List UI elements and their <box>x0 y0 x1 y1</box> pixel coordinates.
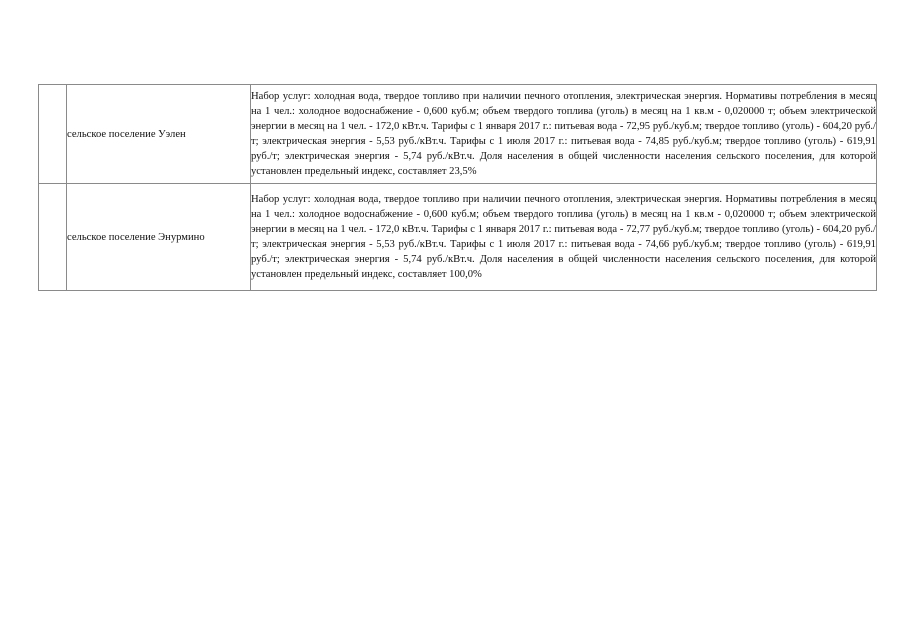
row-number-cell <box>39 85 67 184</box>
tariff-table <box>38 84 877 291</box>
row-number-cell <box>39 184 67 291</box>
services-description-cell: Набор услуг: холодная вода, твердое топливо при наличии печного отопления, электрическая энергия. Нормативы потребления в месяц на 1 чел.: холодное водоснабжение - 0,600 куб.м; объем твердого топлива (уголь) в месяц на 1 кв.м - 0,020000 т; объем электрической энергии в месяц на 1 чел. - 172,0 кВт.ч. Тарифы с 1 января 2017 г.: питьевая вода - 72,95 руб./куб.м; твердое топливо (уголь) - 604,20 руб./т; электрическая энергия - 5,53 руб./кВт.ч. Тарифы с 1 июля 2017 г.: питьевая вода - 74,85 руб./куб.м; твердое топливо (уголь) - 619,91 руб./т; электрическая энергия - 5,74 руб./кВт.ч. Доля населения в общей численности населения сельского поселения, для которой установлен предельный индекс, составляет 23,5% <box>251 85 877 184</box>
settlement-name-cell: сельское поселение Энурмино <box>67 184 251 291</box>
table-row <box>39 85 877 184</box>
table-row <box>39 184 877 291</box>
settlement-name-cell: сельское поселение Уэлен <box>67 85 251 184</box>
services-description-cell: Набор услуг: холодная вода, твердое топливо при наличии печного отопления, электрическая энергия. Нормативы потребления в месяц на 1 чел.: холодное водоснабжение - 0,600 куб.м; объем твердого топлива (уголь) в месяц на 1 кв.м - 0,020000 т; объем электрической энергии в месяц на 1 чел. - 172,0 кВт.ч. Тарифы с 1 января 2017 г.: питьевая вода - 72,77 руб./куб.м; твердое топливо (уголь) - 604,20 руб./т; электрическая энергия - 5,53 руб./кВт.ч. Тарифы с 1 июля 2017 г.: питьевая вода - 74,66 руб./куб.м; твердое топливо (уголь) - 619,91 руб./т; электрическая энергия - 5,74 руб./кВт.ч. Доля населения в общей численности населения сельского поселения, для которой установлен предельный индекс, составляет 100,0% <box>251 184 877 291</box>
